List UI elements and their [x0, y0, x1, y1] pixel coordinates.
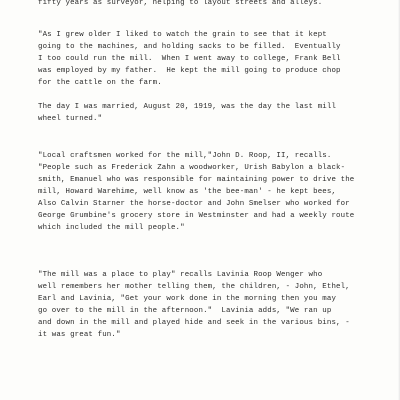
paragraph-wedding-day: The day I was married, August 20, 1919, was the day the last mill wheel turned." [38, 103, 337, 123]
paragraph-surveyor: fifty years as surveyor, helping to layout streets and alleys. [38, 0, 323, 7]
paragraph-local-craftsmen: "Local craftsmen worked for the mill,"John D. Roop, II, recalls. "People such as Frederick Zahn a woodworker, Urish Babylon a black- smith, Emanuel who was responsible for maintaining power to drive the mill, Howard Warehime, well know as 'the bee-man' - he kept bees, Also Calvin Starner the horse-doctor and John Smelser who worked for George Grumbine's grocery store in Westminster and had a weekly route which included the mill people." [38, 152, 355, 232]
paragraph-mill-play: "The mill was a place to play" recalls Lavinia Roop Wenger who well remembers her mother telling them, the children, - John, Ethel, Earl and Lavinia, "Get your work done in the morning then you may go over to the mill in the afternoon." Lavinia adds, "We ran up and down in the mill and played hide and seek in the various bins, - it was great fun." [38, 271, 350, 339]
paragraph-grain-mill: "As I grew older I liked to watch the grain to see that it kept going to the machines, and holding sacks to be filled. Eventually I too could run the mill. When I went away to college, Frank Bell was employed by my father. He kept the mill going to produce chop for the cattle on the farm. [38, 31, 341, 87]
